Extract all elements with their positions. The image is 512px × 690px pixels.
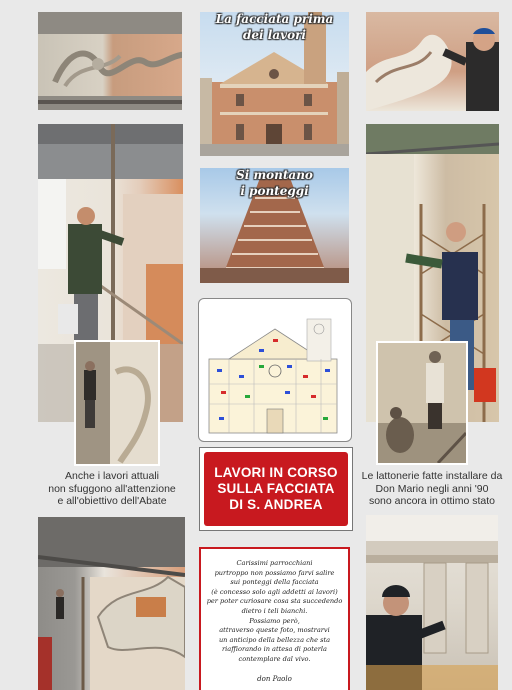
right-caption [354,470,510,508]
banner-line: LAVORI IN CORSO [214,465,338,480]
facade-drawing-card [198,298,352,442]
scaffold-caption-line-2: i ponteggi [240,184,309,198]
restorer-at-work-photo [366,12,499,111]
banner-line: SULLA FACCIATA [217,481,335,496]
banner-line: DI S. ANDREA [229,497,323,512]
letter-line: per poter curiosare cosa sta succedendo [206,597,343,606]
letter-line: (è concesso solo agli addetti ai lavori) [211,587,338,596]
fresco-detail-photo [38,12,182,110]
letter-body [203,559,346,665]
right-caption-line: sono ancora in ottimo stato [368,495,496,507]
letter-line: dietro i teli bianchi. [241,606,308,615]
pastor-letter [199,547,350,690]
left-caption-line: e all'obiettivo dell'Abate [57,495,167,507]
facade-caption-line-2: dei lavori [243,28,306,42]
right-caption-line: Don Mario negli anni '90 [375,482,489,495]
cornice-restoration-photo [366,515,498,690]
left-caption-line: non sfuggono all'attenzione [48,482,176,495]
abbot-inspecting-photo [74,340,160,466]
scaffolding-photo [200,168,349,283]
historic-roof-photo [376,341,468,465]
letter-line: Carissimi parrocchiani [236,559,313,567]
facade-before-photo [200,12,349,156]
letter-line: Possiamo però, [249,616,300,625]
scaffold-walkway-photo [38,517,185,690]
letter-line: sui ponteggi della facciata [230,578,319,587]
left-caption-line: Anche i lavori attuali [65,470,159,482]
letter-line: riaffiorando in attesa di poterla [222,645,327,654]
facade-caption-line-1: La facciata prima [215,12,334,26]
left-caption [40,470,184,508]
scaffold-caption-line-1: Si montano [236,168,313,182]
right-caption-line: Le lattonerie fatte installare da [361,470,503,482]
facade-elevation-drawing [199,299,351,441]
letter-signature: don Paolo [257,675,292,683]
letter-line: contemplare dal vivo. [238,654,311,663]
works-banner [199,447,353,531]
letter-line: purtroppo non possiamo farvi salire [214,568,335,577]
letter-line: attraverso queste foto, mostrarvi [219,626,330,635]
letter-line: un anticipo della bellezza che sta [218,635,331,644]
